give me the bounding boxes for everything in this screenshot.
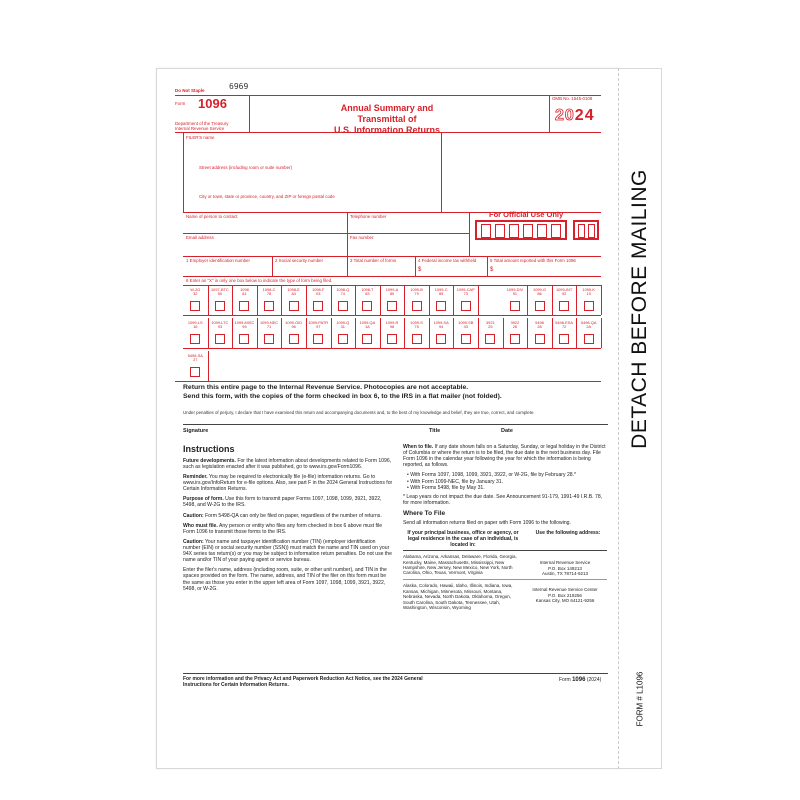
filers-name-label: FILER'S name — [186, 135, 215, 140]
grid-row-rule — [183, 315, 601, 316]
official-use-cell — [481, 224, 491, 238]
omb-number: OMB No. 1545-0108 — [552, 96, 593, 101]
form-type-label — [576, 321, 601, 330]
form-type-checkbox[interactable] — [535, 301, 545, 311]
form-type-checkbox[interactable] — [485, 334, 495, 344]
form-type-code: 43 — [463, 324, 468, 330]
form-type-checkbox[interactable] — [584, 334, 594, 344]
form-type-name: 1099-MISC — [234, 320, 255, 325]
official-use-divider — [469, 212, 470, 256]
official-use-label: For Official Use Only — [489, 210, 564, 219]
due-date-bullet: • With Forms 1097, 1098, 1099, 3921, 3922, or W-2G, file by February 28.* — [407, 472, 577, 479]
form-type-name: 1099-R — [385, 320, 399, 325]
header-divider-right — [549, 95, 550, 133]
form-title-line1: Annual Summary and Transmittal of — [340, 103, 434, 124]
where-to-file-text: Send all information returns filed on paper with Form 1096 to the following. — [403, 519, 571, 526]
filer-info-field[interactable] — [186, 137, 440, 211]
official-use-cell — [509, 224, 519, 238]
form-type-name: 3922 — [510, 320, 520, 325]
form-type-code: 98 — [389, 324, 395, 330]
form-type-label — [503, 321, 528, 330]
boxes-bottom-rule — [183, 276, 601, 277]
where-table-header — [403, 530, 607, 551]
form-type-checkbox[interactable] — [215, 334, 225, 344]
form-word: Form — [175, 101, 186, 106]
form-type-checkbox[interactable] — [535, 334, 545, 344]
form-type-label — [576, 288, 601, 297]
form-type-name: 1099-INT — [555, 287, 573, 292]
form-type-checkbox[interactable] — [387, 301, 397, 311]
stub-form-code: FORM # L1096 — [635, 671, 645, 727]
box-divider-3 — [415, 256, 416, 276]
form-type-name: 5498-ESA — [555, 320, 573, 325]
form-type-name: 1099-K — [582, 287, 595, 292]
footer-form-number: 1096 — [572, 677, 586, 683]
fax-field[interactable] — [350, 240, 468, 254]
detach-stub — [618, 68, 662, 769]
form-type-name: 1099-Q — [336, 320, 350, 325]
box5-dollar-sign: $ — [490, 267, 494, 273]
form-type-checkbox[interactable] — [559, 334, 569, 344]
form-1096-page — [156, 68, 620, 769]
street-address-label: Street address (including room or suite number) — [199, 165, 292, 170]
form-type-label — [331, 321, 356, 330]
reminder-title: Reminder. — [183, 474, 208, 481]
contact-row-rule — [183, 233, 469, 234]
form-type-checkbox[interactable] — [362, 301, 372, 311]
form-type-name: 1099-QA — [359, 320, 376, 325]
form-type-name: 3921 — [486, 320, 495, 325]
form-type-label — [306, 321, 331, 330]
form-type-label — [281, 288, 306, 297]
form-type-name: 1099-G — [533, 287, 547, 292]
form-type-label — [208, 288, 233, 297]
where-address: Internal Revenue Service P.O. Box 149213 Austin, TX 78714-9213 — [539, 560, 591, 576]
form-type-code: 16 — [193, 324, 198, 330]
reminder-text: You may be required to electronically file (e-file) information returns. Go to www.irs.gov/InfoReturn for e-file options. Also, see part F in the 2024 General Instructions for Certain Information Returns. — [183, 474, 393, 493]
filer-block-left-border — [183, 132, 184, 212]
caution1-para — [183, 513, 393, 519]
where-to-file-heading: Where To File — [403, 509, 446, 517]
form-type-label — [429, 321, 454, 330]
official-use-boxes — [475, 220, 601, 242]
form-type-name: 1099-B — [410, 287, 423, 292]
form-type-label — [208, 321, 233, 330]
form-type-label — [453, 321, 478, 330]
form-type-name: 5498-SA — [187, 353, 203, 358]
instructions-heading: Instructions — [183, 444, 235, 454]
form-type-name: 1099-LTC — [211, 320, 229, 325]
form-type-name: 1098-C — [262, 287, 276, 292]
future-developments-text: For the latest information about developments related to Form 1096, such as legislation enacted after it was published, go to www.irs.gov/Form1096. — [183, 457, 392, 470]
who-must-file-title: Who must file. — [183, 522, 218, 529]
form-type-label — [331, 288, 356, 297]
grid-bottom-rule — [175, 381, 601, 382]
department-label: Department of the Treasury Internal Revenue Service — [175, 121, 229, 131]
form-type-checkbox[interactable] — [313, 301, 323, 311]
when-to-file-title: When to file. — [403, 444, 434, 450]
where-table-head-right: Use the following address: — [535, 529, 601, 536]
form-type-checkbox[interactable] — [264, 301, 274, 311]
header-bottom-rule — [175, 132, 601, 133]
when-to-file-para — [403, 444, 607, 468]
due-date-bullet: • With Forms 5498, file by May 31. — [407, 484, 485, 491]
form-type-label — [552, 321, 577, 330]
when-to-file-text: If any date shown falls on a Saturday, Sunday, or legal holiday in the District of Columbia or where the return is to be filed, the due date is the next business day. File Form 1096 in the calendar year following the year for which the information is being reported, as follows. — [403, 444, 606, 469]
filer-block-right-border — [441, 132, 442, 212]
form-type-code: 03 — [316, 291, 321, 297]
form-type-label — [306, 288, 331, 297]
form-type-code: 91 — [512, 291, 518, 297]
detach-before-mailing: DETACH BEFORE MAILING — [628, 169, 651, 449]
perjury-statement: Under penalties of perjury, I declare that I have examined this return and accompanying documents and, to the best of my knowledge and belief, they are true, correct, and complete. — [183, 410, 535, 415]
footer-form-label: Form — [559, 677, 571, 683]
where-address: Internal Revenue Service Center P.O. Box 219256 Kansas City, MO 64121-9256 — [532, 587, 598, 604]
city-label: City or town, state or province, country, and ZIP or foreign postal code — [199, 194, 335, 199]
form-type-name: 1099-S — [410, 320, 423, 325]
future-developments-title: Future developments. — [183, 457, 236, 464]
box4-withheld-label: 4 Federal income tax withheld — [418, 258, 477, 263]
signature-label: Signature — [183, 428, 209, 434]
box-divider-2 — [347, 256, 348, 276]
form-type-label — [404, 288, 429, 297]
form-type-name: 1099-DIV — [506, 287, 524, 292]
form-type-code: 28 — [537, 324, 542, 330]
caution2-text: Your name and taxpayer identification number (TIN) (employer identification number (EIN) or social security number (SSN)) must match the name and TIN used on your 94X series tax return(s) or you may be subject to information return penalties. Do not use the name and/or TIN of your paying agent or service bureau. — [183, 538, 392, 564]
where-table-head-left: If your principal business, office or agency, or legal residence in the case of an individual, is located in: — [407, 529, 519, 549]
form-type-label — [429, 288, 454, 297]
form-type-label — [527, 321, 552, 330]
form-type-code: 31 — [340, 324, 345, 330]
who-must-file-para — [183, 523, 393, 535]
form-type-code: 83 — [365, 291, 370, 297]
grid-column-divider — [208, 351, 209, 381]
form-type-code: 71 — [266, 324, 272, 330]
form-type-code: 84 — [291, 291, 296, 297]
form-type-checkbox[interactable] — [436, 301, 446, 311]
box5-total-amount-label: 5 Total amount reported with this Form 1096 — [490, 258, 576, 263]
form-type-name: 1099-A — [385, 287, 399, 292]
grid-row-rule — [183, 348, 601, 349]
do-not-staple: Do Not Staple — [175, 88, 205, 93]
form-type-name: 1099-LS — [187, 320, 203, 325]
form-type-code: 27 — [193, 357, 198, 363]
where-table-row — [403, 554, 607, 580]
form-type-code: 86 — [537, 291, 542, 297]
form-type-checkbox[interactable] — [559, 301, 569, 311]
header-top-rule — [175, 95, 601, 96]
grid-column-divider — [601, 285, 602, 315]
form-type-label — [404, 321, 429, 330]
form-type-code: 96 — [291, 324, 296, 330]
telephone-field[interactable] — [350, 219, 468, 231]
box4-withheld-field[interactable] — [424, 264, 484, 274]
box2-ssn-label: 2 Social security number — [275, 258, 324, 263]
where-states: Alabama, Arizona, Arkansas, Delaware, Florida, Georgia, Kentucky, Maine, Massachusetts, Mississippi, New Hampshire, New Jersey, New Mexico, New York, North Carolina, Ohio, Texas, Vermont, Virginia — [403, 554, 517, 576]
box6-instruction: 6 Enter an "X" in only one box below to indicate the type of form being filed. — [186, 278, 333, 283]
email-label: Email address — [186, 235, 214, 240]
caution2-title: Caution: — [183, 538, 204, 545]
form-type-code: 92 — [561, 291, 567, 297]
where-states: Alaska, Colorado, Hawaii, Idaho, Illinois, Indiana, Iowa, Kansas, Michigan, Minnesota, Missouri, Montana, Nebraska, Nevada, North Dakota, Oklahoma, Oregon, South Carolina, South Dakota, Tennessee, Utah, Washington, Wisconsin, Wyoming — [403, 583, 513, 610]
form-type-name: 1097-BTC — [211, 287, 229, 292]
form-type-label — [527, 288, 552, 297]
form-type-name: 1099-CAP — [456, 287, 475, 292]
form-type-name: 1099-OID — [285, 320, 303, 325]
box3-total-forms-label: 3 Total number of forms — [350, 258, 397, 263]
contact-name-label: Name of person to contact — [186, 214, 238, 219]
form-type-checkbox[interactable] — [510, 301, 520, 311]
due-date-bullet: • With Form 1099-NEC, file by January 31. — [407, 478, 504, 485]
form-type-label — [380, 321, 405, 330]
form-type-checkbox[interactable] — [289, 301, 299, 311]
privacy-notice: For more information and the Privacy Act and Paperwork Reduction Act Notice, see the 2024 General Instructions for Certain Information Returns. — [183, 676, 423, 689]
caution1-title: Caution: — [183, 512, 204, 519]
official-use-cell — [578, 224, 585, 238]
caution1-text: Form 5498-QA can only be filed on paper, regardless of the number of returns. — [203, 512, 382, 519]
signature-line — [183, 424, 608, 425]
telephone-label: Telephone number — [350, 214, 387, 219]
form-type-code: 10 — [586, 291, 591, 297]
form-type-name: W-2G — [190, 287, 201, 292]
contact-divider — [347, 212, 348, 256]
form-type-code: 25 — [488, 324, 493, 330]
reminder-para — [183, 474, 393, 492]
form-type-checkbox[interactable] — [190, 301, 200, 311]
form-type-checkbox[interactable] — [412, 301, 422, 311]
form-type-code: 94 — [439, 324, 444, 330]
form-type-label — [503, 288, 528, 297]
return-notice — [183, 383, 502, 401]
form-type-name: 1098 — [240, 287, 249, 292]
tax-year-prefix: 20 — [555, 107, 575, 124]
form-type-name: 1098-F — [312, 287, 325, 292]
grid-column-divider — [478, 285, 479, 315]
box-divider-4 — [487, 256, 488, 276]
title-label: Title — [429, 428, 441, 434]
official-use-cell — [523, 224, 533, 238]
form-type-checkbox[interactable] — [461, 301, 471, 311]
form-type-checkbox[interactable] — [584, 301, 594, 311]
form-type-label — [355, 321, 380, 330]
form-type-label — [281, 321, 306, 330]
form-type-label — [257, 288, 282, 297]
footer-form-id — [559, 677, 601, 683]
form-type-checkbox[interactable] — [387, 334, 397, 344]
fax-label: Fax number — [350, 235, 374, 240]
form-type-code: 95 — [242, 324, 247, 330]
form-type-code: 81 — [242, 291, 247, 297]
contact-name-field[interactable] — [186, 219, 346, 231]
box1-ein-field[interactable] — [186, 263, 270, 273]
signature-field[interactable] — [183, 415, 423, 424]
caution2-para — [183, 539, 393, 563]
form-type-code: 26 — [512, 324, 518, 330]
form-type-label — [355, 288, 380, 297]
form-type-checkbox[interactable] — [239, 301, 249, 311]
date-label: Date — [501, 428, 513, 434]
official-use-box-group-b — [573, 220, 599, 240]
form-type-label — [453, 288, 478, 297]
form-type-label — [257, 321, 282, 330]
box3-total-forms-field[interactable] — [350, 263, 412, 273]
tax-year — [555, 107, 595, 125]
title-field[interactable] — [429, 415, 499, 424]
form-type-checkbox[interactable] — [461, 334, 471, 344]
enter-filer-para: Enter the filer's name, address (including room, suite, or other unit number), and TIN in the spaces provided on the form. The name, address, and TIN of the filer on this form must be the same as those you enter in the upper left area of Form 1097, 1098, 1099, 3921, 3922, 5498, or W-2G. — [183, 567, 387, 592]
date-field[interactable] — [501, 415, 601, 424]
form-type-code: 1A — [365, 324, 370, 330]
form-type-label — [183, 288, 208, 297]
form-type-code: 74 — [340, 291, 345, 297]
tax-year-suffix: 24 — [574, 107, 595, 124]
form-type-code: 79 — [414, 291, 419, 297]
footer-rule — [183, 673, 608, 674]
form-type-code: 50 — [217, 291, 223, 297]
where-table-row — [403, 583, 607, 610]
form-type-code: 2A — [586, 324, 592, 330]
form-type-label — [183, 321, 208, 330]
form-type-code: 73 — [463, 291, 468, 297]
official-use-cell — [495, 224, 505, 238]
form-type-label — [232, 288, 257, 297]
form-type-checkbox[interactable] — [190, 367, 200, 377]
form-type-checkbox[interactable] — [362, 334, 372, 344]
official-use-cell — [551, 224, 561, 238]
email-field[interactable] — [186, 240, 346, 254]
instructions-right-column — [403, 444, 607, 610]
form-type-label — [478, 321, 503, 330]
form-type-name: 1099-SA — [433, 320, 449, 325]
form-type-code: 85 — [439, 291, 444, 297]
form-type-name: 1099-SB — [458, 320, 474, 325]
form-type-checkbox[interactable] — [436, 334, 446, 344]
form-type-name: 1098-T — [361, 287, 374, 292]
return-notice-line1: Return this entire page to the Internal Revenue Service. Photocopies are not acceptable. — [183, 384, 469, 391]
form-type-name: 1099-PATR — [308, 320, 329, 325]
handwritten-number: 6969 — [229, 82, 249, 91]
purpose-para — [183, 496, 393, 508]
box1-ein-label: 1 Employer identification number — [186, 258, 250, 263]
form-title-line2: U.S. Information Returns — [333, 124, 440, 135]
footer-form-year: (2024) — [586, 677, 602, 683]
grid-column-divider — [601, 318, 602, 348]
form-type-grid — [183, 285, 601, 381]
box4-dollar-sign: $ — [418, 267, 422, 273]
form-title — [317, 103, 457, 135]
form-type-code: 80 — [389, 291, 395, 297]
purpose-text: Use this form to transmit paper Forms 1097, 1098, 1099, 3921, 3922, 5498, and W-2G to the IRS. — [183, 496, 382, 509]
form-type-checkbox[interactable] — [239, 334, 249, 344]
box5-total-amount-field[interactable] — [496, 264, 596, 274]
form-type-name: 1099-C — [434, 287, 448, 292]
form-type-label — [232, 321, 257, 330]
form-type-checkbox[interactable] — [215, 301, 225, 311]
form-type-label — [183, 354, 208, 363]
form-type-checkbox[interactable] — [338, 334, 348, 344]
box2-ssn-field[interactable] — [275, 263, 345, 273]
form-type-label — [552, 288, 577, 297]
return-notice-line2: Send this form, with the copies of the form checked in box 6, to the IRS in a flat mailer (not folded). — [183, 393, 502, 401]
instructions-left-column — [183, 444, 393, 596]
form-number: 1096 — [198, 96, 227, 111]
form-type-code: 93 — [217, 324, 223, 330]
form-type-name: 1098-Q — [336, 287, 350, 292]
form-type-checkbox[interactable] — [338, 301, 348, 311]
form-type-name: 1099-NEC — [259, 320, 279, 325]
form-type-code: 75 — [414, 324, 419, 330]
form-type-name: 1098-E — [287, 287, 300, 292]
form-type-code: 32 — [193, 291, 198, 297]
form-type-name: 5498 — [535, 320, 544, 325]
form-type-code: 97 — [316, 324, 321, 330]
box-divider-1 — [272, 256, 273, 276]
purpose-title: Purpose of form. — [183, 496, 224, 503]
form-type-checkbox[interactable] — [412, 334, 422, 344]
form-type-name: 5498-QA — [580, 320, 597, 325]
form-type-checkbox[interactable] — [264, 334, 274, 344]
form-type-checkbox[interactable] — [313, 334, 323, 344]
form-type-checkbox[interactable] — [289, 334, 299, 344]
official-use-cell — [588, 224, 595, 238]
future-developments-para — [183, 458, 393, 470]
header-divider-left — [249, 95, 250, 133]
boxes-top-rule — [183, 256, 601, 257]
who-must-file-text: Any person or entity who files any form checked in box 6 above must file Form 1096 to transmit those forms to the IRS. — [183, 522, 383, 535]
form-type-label — [380, 288, 405, 297]
form-type-code: 78 — [266, 291, 272, 297]
official-use-cell — [537, 224, 547, 238]
form-type-checkbox[interactable] — [190, 334, 200, 344]
form-type-checkbox[interactable] — [510, 334, 520, 344]
leap-year-note: * Leap years do not impact the due date. See Announcement 91-179, 1991-49 I.R.B. 78, for more information. — [403, 493, 603, 506]
form-type-code: 72 — [561, 324, 567, 330]
